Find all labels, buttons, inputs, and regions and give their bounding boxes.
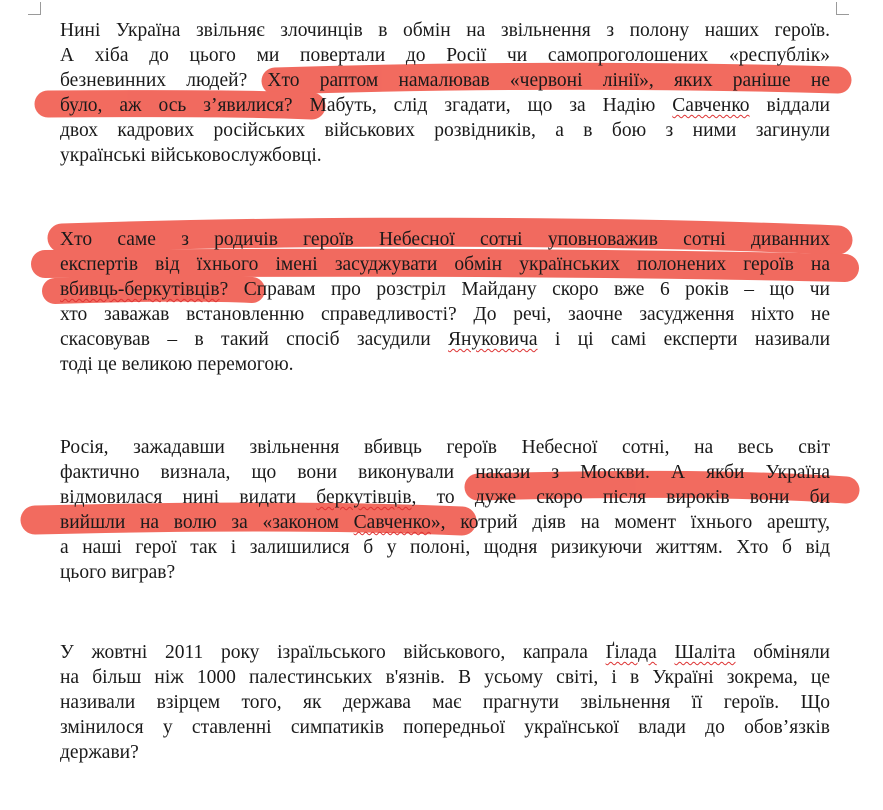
text-segment: віддали xyxy=(749,95,830,116)
text-segment: називали взірцем того, як держава має прагнути звільнення її героїв. Що xyxy=(60,692,830,713)
text-segment: українські військовослужбовці. xyxy=(60,145,322,166)
paragraph-1-line-2 xyxy=(60,44,830,68)
text-segment: а наші герої так і залишилися б у полоні, щодня ризикуючи життям. Хто б від xyxy=(60,537,830,558)
paragraph-3-line-1 xyxy=(60,436,830,460)
paragraph-2-line-2 xyxy=(60,253,830,277)
spellcheck-flagged-word: Савченко xyxy=(353,512,431,533)
paragraph-3-line-4 xyxy=(60,511,830,535)
text-segment: експертів від їхнього імені засуджувати обмін українських полонених героїв на xyxy=(60,254,830,275)
text-segment: Хто саме з родичів героїв Небесної сотні уповноважив сотні диванних xyxy=(60,229,830,250)
paragraph-3-line-2 xyxy=(60,461,830,485)
text-segment: змінилося у ставленні симпатиків попередньої української влади до обов’язків xyxy=(60,717,830,738)
spellcheck-flagged-word: Януковича xyxy=(448,329,538,350)
text-segment: фактично визнала, що вони виконували накази з Москви. А якби Україна xyxy=(60,462,830,483)
text-segment: держави? xyxy=(60,742,139,763)
text-segment: обміняли xyxy=(735,642,830,663)
text-segment xyxy=(657,642,675,663)
page-corner-mark-left xyxy=(28,2,41,15)
paragraph-3-line-3 xyxy=(60,486,830,510)
paragraph-4-line-1 xyxy=(60,641,830,665)
paragraph-1-line-5 xyxy=(60,119,830,143)
text-segment: ? Справам про розстріл Майдану скоро вже 6 років – що чи xyxy=(219,279,830,300)
text-segment: », котрий діяв на момент їхнього арешту, xyxy=(430,512,830,533)
text-segment: хто заважав встановленню справедливості? До речі, заочне засудження ніхто не xyxy=(60,304,830,325)
text-segment: на більш ніж 1000 палестинських в'язнів. В усьому світі, і в Україні зокрема, це xyxy=(60,667,830,688)
paragraph-2-line-3 xyxy=(60,278,830,302)
text-segment: безневинних людей? Хто раптом намалював «червоні лінії», яких раніше не xyxy=(60,70,830,91)
text-segment: скасовував – в такий спосіб засудили xyxy=(60,329,449,350)
text-segment: було, аж ось з’явилися? Мабуть, слід згадати, що за Надію xyxy=(60,95,673,116)
text-segment: вийшли на волю за «законом xyxy=(60,512,354,533)
text-segment: , то дуже скоро після вироків вони би xyxy=(411,487,830,508)
paragraph-1-line-1 xyxy=(60,19,830,43)
paragraph-3-line-6 xyxy=(60,561,830,585)
text-segment: відмовилася нині видати xyxy=(60,487,317,508)
page-corner-mark-right xyxy=(836,2,849,15)
paragraph-2-line-6 xyxy=(60,353,830,377)
text-segment: Росія, зажадавши звільнення вбивць героїв Небесної сотні, на весь світ xyxy=(60,437,830,458)
paragraph-2-line-5 xyxy=(60,328,830,352)
paragraph-2-line-1 xyxy=(60,228,830,252)
paragraph-4-line-3 xyxy=(60,691,830,715)
text-segment: двох кадрових російських військових розвідників, а в бою з ними загинули xyxy=(60,120,830,141)
paragraph-1-line-6 xyxy=(60,144,830,168)
spellcheck-flagged-word: вбивць-беркутівців xyxy=(60,279,220,300)
spellcheck-flagged-word: Ґілада xyxy=(605,642,657,663)
text-segment: тоді це великою перемогою. xyxy=(60,354,294,375)
text-segment: У жовтні 2011 року ізраїльського військового, капрала xyxy=(60,642,606,663)
paragraph-2-line-4 xyxy=(60,303,830,327)
text-segment: Нині Україна звільняє злочинців в обмін на звільнення з полону наших героїв. xyxy=(60,20,830,41)
text-segment: і ці самі експерти називали xyxy=(537,329,830,350)
paragraph-1-line-3 xyxy=(60,69,830,93)
text-segment: цього виграв? xyxy=(60,562,176,583)
text-segment: А хіба до цього ми повертали до Росії чи самопроголошених «республік» xyxy=(60,45,830,66)
spellcheck-flagged-word: Савченко xyxy=(672,95,750,116)
paragraph-3-line-5 xyxy=(60,536,830,560)
spellcheck-flagged-word: Шаліта xyxy=(674,642,736,663)
paragraph-4-line-4 xyxy=(60,716,830,740)
paragraph-1-line-4 xyxy=(60,94,830,118)
spellcheck-flagged-word: беркутівців xyxy=(316,487,412,508)
paragraph-4-line-2 xyxy=(60,666,830,690)
paragraph-4-line-5 xyxy=(60,741,830,765)
